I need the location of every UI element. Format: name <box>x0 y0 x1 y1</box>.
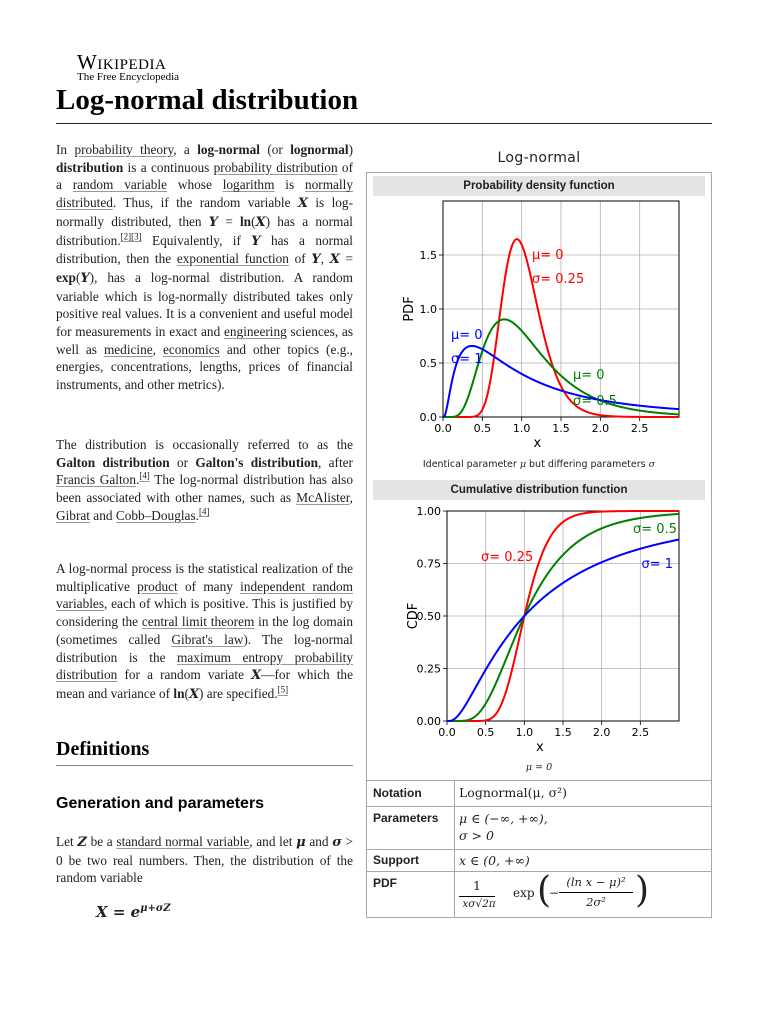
parameters-label: Parameters <box>373 811 439 825</box>
link-mcalister[interactable]: McAlister <box>296 490 350 506</box>
x-axis-label: x <box>533 436 542 451</box>
wikipedia-tagline: The Free Encyclopedia <box>77 71 180 83</box>
ref-5[interactable]: [5] <box>277 684 289 695</box>
link-central-limit-theorem[interactable]: central limit theorem <box>141 614 255 630</box>
pdf-exp: exp <box>513 886 535 900</box>
annotation-1: σ= 0.25 <box>532 272 585 287</box>
row-notation <box>367 780 711 807</box>
section-definitions: Definitions <box>56 738 150 760</box>
y-axis-label: PDF <box>402 296 417 322</box>
title-rule <box>56 123 712 124</box>
x-tick-label: 0.5 <box>473 422 492 435</box>
page-title: Log-normal distribution <box>56 84 359 116</box>
lognormal-equation: $X = e^{\mu+\sigma Z}$ <box>96 903 171 921</box>
annotation-0: σ= 0.25 <box>481 550 534 565</box>
y-tick-label: 1.5 <box>419 249 437 262</box>
pdf-frac-den: xσ√2π <box>462 898 496 910</box>
support-value: x ∈ (0, +∞) <box>459 853 530 868</box>
ref-4[interactable]: [4] <box>139 470 150 481</box>
pdf-chart[interactable] <box>367 197 711 469</box>
infobox <box>366 172 712 918</box>
cdf-chart[interactable] <box>367 501 711 757</box>
notation-value: Lognormal(μ, σ²) <box>459 785 568 800</box>
process-paragraph: A log-normal process is the statistical realization of the multiplicative product of many independent random variables, each of which is positive. This is justified by considering the central limit theorem in the log domain (sometimes called Gibrat's law). The log-normal distribution is the maximum entropy probability distribution for a random variate X—for which the mean and variance of ln(X) are specified.[5] <box>56 561 353 702</box>
annotation-5: σ= 0.5 <box>573 394 617 409</box>
link-maximum-entropy[interactable]: maximum entropy probability distribution <box>56 649 353 683</box>
y-axis-label: CDF <box>406 602 421 630</box>
y-tick-label: 0.0 <box>419 411 437 424</box>
row-support <box>367 849 711 872</box>
link-gibrats-law[interactable]: Gibrat's law <box>171 631 244 647</box>
ref-4b[interactable]: [4] <box>198 506 210 517</box>
link-probability-distribution[interactable]: probability distribution <box>213 159 338 175</box>
pdf-inner-den: 2σ² <box>586 895 606 909</box>
link-francis-galton[interactable]: Francis Galton <box>56 472 136 488</box>
y-tick-label: 0.5 <box>419 357 437 370</box>
pdf-frac-bar <box>459 896 495 897</box>
x-axis-label: x <box>535 740 544 755</box>
pdf-frac-num: 1 <box>473 878 481 893</box>
pdf-inner-num: (ln x − μ)² <box>566 875 626 889</box>
link-standard-normal[interactable]: standard normal variable <box>116 834 250 849</box>
x-tick-label: 1.5 <box>552 422 570 435</box>
infobox-caption: Log-normal <box>497 150 581 166</box>
infobox-divider <box>454 780 455 918</box>
annotation-0: μ= 0 <box>532 248 564 263</box>
y-tick-label: 1.00 <box>416 505 441 518</box>
row-parameters <box>367 806 711 850</box>
pdf-label: PDF <box>373 876 397 890</box>
link-engineering[interactable]: engineering <box>224 324 287 340</box>
link-logarithm[interactable]: logarithm <box>222 177 275 193</box>
x-tick-label: 0.0 <box>434 422 452 435</box>
x-tick-label: 1.0 <box>515 726 534 739</box>
link-exponential-function[interactable]: exponential function <box>176 251 289 267</box>
annotation-4: μ= 0 <box>573 368 605 383</box>
y-tick-label: 1.0 <box>419 303 437 316</box>
link-gibrat[interactable]: Gibrat <box>56 507 90 523</box>
pdf-paren-left: ( <box>537 870 552 911</box>
link-random-variable[interactable]: random variable <box>72 177 168 193</box>
y-tick-label: 0.50 <box>416 610 441 623</box>
parameters-value2: σ > 0 <box>459 828 494 843</box>
y-tick-label: 0.00 <box>416 715 441 728</box>
annotation-3: σ= 1 <box>451 352 483 367</box>
annotation-2: σ= 1 <box>641 557 673 572</box>
x-tick-label: 2.5 <box>631 726 650 739</box>
x-tick-label: 2.5 <box>630 422 649 435</box>
annotation-2: μ= 0 <box>451 328 483 343</box>
x-tick-label: 1.0 <box>512 422 531 435</box>
x-tick-label: 2.0 <box>592 726 611 739</box>
link-independent-random-variables[interactable]: independent random variables <box>56 578 353 612</box>
intro-paragraph: In probability theory, a log-normal (or lognormal) distribution is a continuous probability distribution of a random variable whose logarithm is normally distributed. Thus, if the random variable X is log-normally distributed, then Y = ln(X) has a normal distribution.[2][3] Equivalently, if Y has a normal distribution, then the exponential function of Y, X = exp(Y), has a log-normal distribution. A random variable which is log-normally distributed takes only positive real values. It is a convenient and useful model for measurements in exact and engineering sciences, as well as medicine, economics and other topics (e.g., energies, concentrations, lengths, prices of financial instruments, and other metrics). <box>56 142 354 393</box>
x-tick-label: 0.5 <box>476 726 495 739</box>
link-probability-theory[interactable]: probability theory <box>74 142 174 157</box>
parameters-value1: μ ∈ (−∞, +∞), <box>459 811 548 826</box>
wikipedia-wordmark[interactable]: Wikipedia <box>77 50 167 74</box>
pdf-header: Probability density function <box>373 176 705 196</box>
link-economics[interactable]: economics <box>162 341 220 357</box>
pdf-caption: Identical parameter μ but differing parameters σ <box>422 459 656 470</box>
cdf-caption: μ = 0 <box>525 762 553 773</box>
x-tick-label: 0.0 <box>438 726 456 739</box>
pdf-minus: − <box>549 886 560 900</box>
link-medicine[interactable]: medicine <box>103 341 153 357</box>
y-tick-label: 0.75 <box>416 557 441 571</box>
row-pdf <box>367 871 711 919</box>
link-normally-distributed[interactable]: normally distributed <box>56 177 353 211</box>
pdf-inner-bar <box>559 892 633 893</box>
x-tick-label: 2.0 <box>591 422 610 435</box>
y-tick-label: 0.25 <box>416 662 441 676</box>
galton-paragraph: The distribution is occasionally referred to as the Galton distribution or Galton's distribution, after Francis Galton.[4] The log-normal distribution has also been associated with other names, such as McAlister, Gibrat and Cobb–Douglas.[4] <box>56 437 353 523</box>
pdf-paren-right: ) <box>635 870 650 911</box>
link-cobb-douglas[interactable]: Cobb–Douglas <box>115 507 196 523</box>
x-tick-label: 1.5 <box>554 726 572 739</box>
link-product[interactable]: product <box>137 578 178 594</box>
notation-label: Notation <box>373 786 422 800</box>
annotation-1: σ= 0.5 <box>633 522 677 537</box>
cdf-header: Cumulative distribution function <box>373 480 705 500</box>
ref-2[interactable]: [2] <box>120 231 132 242</box>
ref-3[interactable]: [3] <box>131 231 142 242</box>
support-label: Support <box>373 853 419 867</box>
section-rule <box>56 765 353 766</box>
generation-paragraph: Let Z be a standard normal variable, and let μ and σ > 0 be two real numbers. Then, the distribution of the random variable <box>56 834 353 886</box>
section-generation: Generation and parameters <box>56 795 265 812</box>
